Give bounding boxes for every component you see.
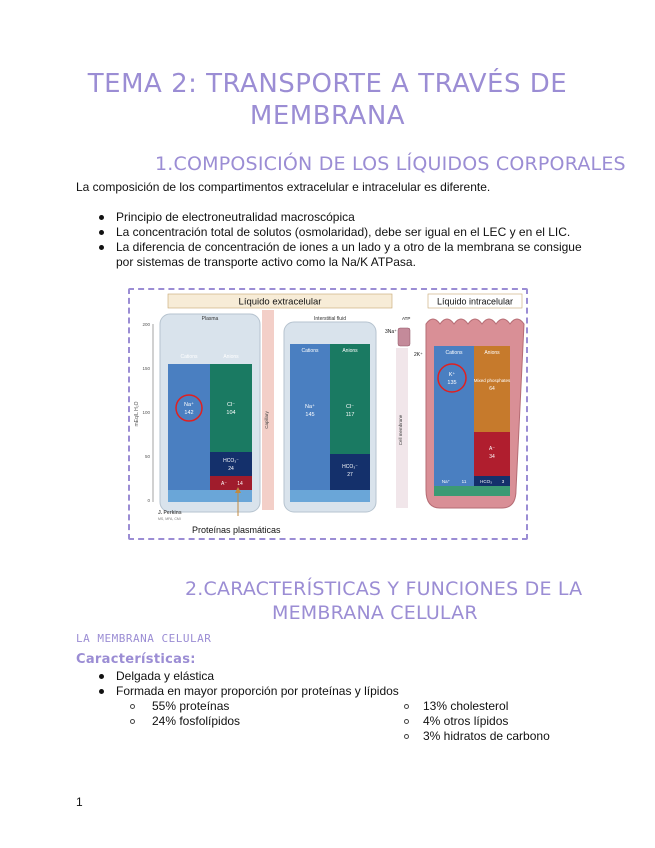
composition-item: 24% fosfolípidos xyxy=(152,714,241,728)
bullet-dot xyxy=(99,230,104,235)
interstitial-minor-ions-bar xyxy=(290,490,370,502)
section1-intro: La composición de los compartimentos extracelular e intracelular es diferente. xyxy=(76,180,491,194)
na-k-pump xyxy=(398,328,410,346)
membrane-subheading: LA MEMBRANA CELULAR xyxy=(76,632,212,645)
bullet-text: La diferencia de concentración de iones a un lado y a otro de la membrana se consigue xyxy=(116,240,582,254)
intracellular-phos-label: Mixed phosphates xyxy=(473,378,511,383)
characteristics-list xyxy=(76,669,596,699)
intracellular-k-value: 135 xyxy=(447,380,457,386)
section1-bullet-list xyxy=(76,210,596,270)
plasma-anion-protein-bar xyxy=(210,476,252,490)
interstitial-hco3-value: 27 xyxy=(347,472,353,478)
intracellular-label: Líquido intracelular xyxy=(436,296,514,307)
page-title-line1: TEMA 2: TRANSPORTE A TRAVÉS DE xyxy=(87,69,568,99)
plasma-label: Plasma xyxy=(201,316,219,322)
interstitial-hco3-label: HCO₃⁻ xyxy=(342,464,358,470)
sub-bullet-circle xyxy=(404,704,409,709)
plasma-hco3-value: 24 xyxy=(228,466,234,472)
extracellular-label: Líquido extracelular xyxy=(238,296,322,308)
intracellular-k-label: K⁺ xyxy=(448,372,456,378)
intracellular-hco3-label: HCO₃ xyxy=(480,479,492,484)
y-tick-label: 0 xyxy=(147,498,150,503)
interstitial-anions-label: Anions xyxy=(342,348,358,354)
plasma-hco3-label: HCO₃⁻ xyxy=(223,458,239,464)
interstitial-cations-label: Cations xyxy=(301,348,319,354)
figure-credit-sub: MS, MFA, CMI xyxy=(158,517,181,521)
sub-bullet-circle xyxy=(404,719,409,724)
composition-item: 3% hidratos de carbono xyxy=(423,729,550,743)
plasma-cations-bar xyxy=(168,364,210,502)
plasma-bicarbonate-bar xyxy=(210,452,252,476)
bullet-text: La concentración total de solutos (osmolaridad), debe ser igual en el LEC y en el LIC. xyxy=(116,225,571,239)
bullet-dot xyxy=(99,674,104,679)
intracellular-na-bar xyxy=(434,476,474,486)
plasma-anions-label: Anions xyxy=(223,354,239,360)
composition-item: 4% otros lípidos xyxy=(423,714,509,728)
sub-bullet-circle xyxy=(130,704,135,709)
interstitial-na-value: 145 xyxy=(305,412,315,418)
interstitial-cl-value: 117 xyxy=(345,412,355,418)
bullet-text-continued: por sistemas de transporte activo como la Na/K ATPasa. xyxy=(116,255,416,269)
plasma-cl-value: 104 xyxy=(226,410,236,416)
plasma-a-label: A⁻ xyxy=(221,481,227,487)
interstitial-cl-label: Cl⁻ xyxy=(345,404,355,410)
bullet-dot xyxy=(99,245,104,250)
composition-list-right xyxy=(404,699,604,744)
intracellular-cations-label: Cations xyxy=(445,350,463,356)
bullet-dot xyxy=(99,689,104,694)
page-title xyxy=(60,68,595,132)
section2-heading-line2: MEMBRANA CELULAR xyxy=(272,602,478,624)
page-title-line2: MEMBRANA xyxy=(249,101,406,131)
bullet-text: Principio de electroneutralidad macroscópica xyxy=(116,210,355,224)
plasma-chloride-bar xyxy=(210,364,252,452)
figure-credit: J. Perkins xyxy=(158,510,182,516)
fluid-composition-figure xyxy=(128,288,528,540)
capillary-label: Capillary xyxy=(264,411,269,429)
interstitial-na-label: Na⁺ xyxy=(305,404,315,410)
plasma-a-value: 14 xyxy=(237,481,243,487)
pump-k-label: 2K⁺ xyxy=(414,352,423,358)
interstitial-chloride-bar xyxy=(330,344,370,454)
intracellular-k-bar xyxy=(434,346,474,476)
bullet-dot xyxy=(99,215,104,220)
section1-heading: 1.COMPOSICIÓN DE LOS LÍQUIDOS CORPORALES xyxy=(155,153,626,175)
intracellular-phos-value: 64 xyxy=(489,386,495,392)
cell-membrane-label: Cell membrane xyxy=(398,414,403,446)
intracellular-na-label: Na⁺ xyxy=(441,479,451,484)
y-tick-label: 150 xyxy=(142,366,150,371)
plasma-na-value: 142 xyxy=(184,410,194,416)
composition-item: 55% proteínas xyxy=(152,699,230,713)
intracellular-na-value: 11 xyxy=(461,479,467,484)
page-number: 1 xyxy=(76,795,83,809)
intracellular-hco3-value: 3 xyxy=(501,479,505,484)
sub-bullet-circle xyxy=(130,719,135,724)
sub-bullet-circle xyxy=(404,734,409,739)
y-tick-label: 100 xyxy=(142,410,150,415)
composition-list-left xyxy=(130,699,350,729)
pump-na-label: 3Na⁺ xyxy=(385,329,397,335)
plasma-cl-label: Cl⁻ xyxy=(226,402,236,408)
interstitial-label: Interstitial fluid xyxy=(314,316,346,322)
fluid-composition-diagram xyxy=(130,290,526,538)
characteristics-title: Características: xyxy=(76,652,196,667)
intracellular-minor-ions-bar xyxy=(434,486,510,496)
interstitial-cations-bar xyxy=(290,344,330,502)
figure-caption: Proteínas plasmáticas xyxy=(192,525,281,535)
intracellular-a-value: 34 xyxy=(489,454,495,460)
pump-atp-label: ATP xyxy=(402,316,411,321)
y-tick-label: 200 xyxy=(142,322,150,327)
composition-item: 13% cholesterol xyxy=(423,699,509,713)
intracellular-anions-label: Anions xyxy=(484,350,500,356)
intracellular-a-label: A⁻ xyxy=(489,446,495,452)
plasma-na-label: Na⁺ xyxy=(184,402,194,408)
bullet-text: Delgada y elástica xyxy=(116,669,215,683)
y-axis-label: mEq/L H₂O xyxy=(134,401,140,427)
capillary-wall xyxy=(262,310,274,510)
plasma-cations-label: Cations xyxy=(180,354,198,360)
bullet-text: Formada en mayor proporción por proteínas y lípidos xyxy=(116,684,399,698)
y-tick-label: 50 xyxy=(144,454,150,459)
section2-heading-line1: 2.CARACTERÍSTICAS Y FUNCIONES DE LA xyxy=(185,578,583,600)
